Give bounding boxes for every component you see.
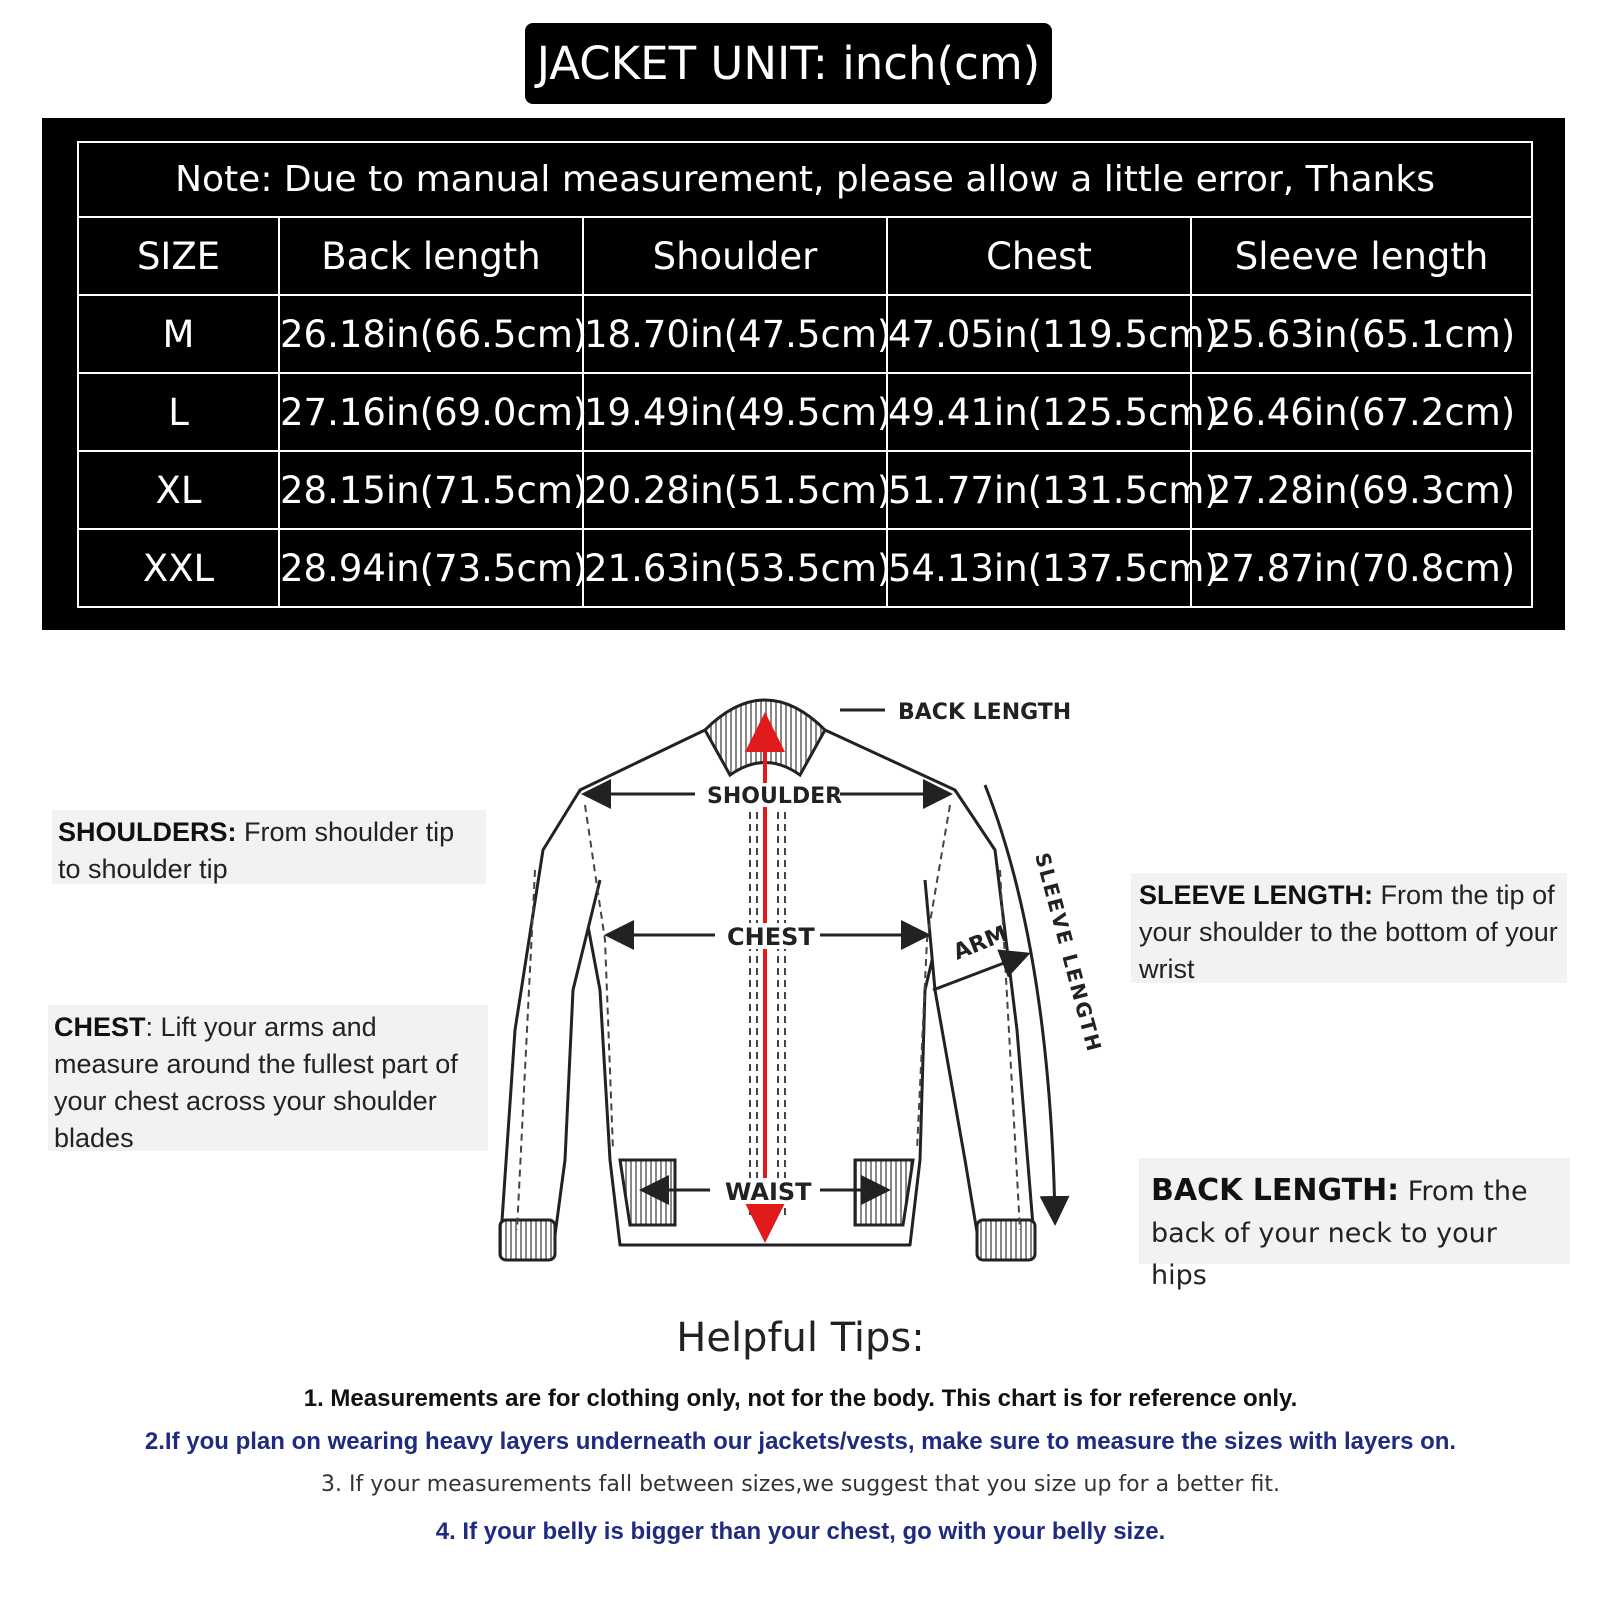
size-cell: XL [78, 451, 279, 529]
chest-cell: 47.05in(119.5cm) [887, 295, 1191, 373]
back-length-cell: 28.94in(73.5cm) [279, 529, 583, 607]
sleeve-length-cell: 27.28in(69.3cm) [1191, 451, 1532, 529]
back-length-cell: 26.18in(66.5cm) [279, 295, 583, 373]
tip-2: 2.If you plan on wearing heavy layers underneath our jackets/vests, make sure to measure the sizes with layers on. [144, 1428, 1457, 1455]
back-length-guide [1139, 1158, 1570, 1291]
table-row [78, 451, 1532, 529]
shoulders-guide [52, 810, 486, 884]
tips-title: Helpful Tips: [676, 1315, 925, 1361]
table-row [78, 529, 1532, 607]
waistband-left [620, 1160, 675, 1225]
measurement-note: Note: Due to manual measurement, please allow a little error, Thanks [78, 142, 1532, 217]
left-cuff [500, 1220, 555, 1260]
sleeve-length-term: SLEEVE LENGTH: [1139, 880, 1374, 910]
chest-guide [48, 1005, 488, 1151]
back-length-cell: 28.15in(71.5cm) [279, 451, 583, 529]
shoulder-cell: 18.70in(47.5cm) [583, 295, 887, 373]
shoulder-cell: 20.28in(51.5cm) [583, 451, 887, 529]
back-length-text: From the back of your neck to your hips [1151, 1176, 1528, 1291]
page-title: JACKET UNIT: inch(cm) [525, 23, 1052, 104]
chest-term: CHEST [54, 1012, 146, 1042]
shoulder-cell: 21.63in(53.5cm) [583, 529, 887, 607]
shoulder-label: SHOULDER [707, 784, 843, 809]
sleeve-length-guide [1131, 873, 1567, 983]
table-row [78, 373, 1532, 451]
waist-label: WAIST [725, 1178, 812, 1206]
header-shoulder: Shoulder [583, 217, 887, 295]
back-length-label: BACK LENGTH [898, 700, 1072, 725]
shoulder-cell: 19.49in(49.5cm) [583, 373, 887, 451]
arm-label: ARM [949, 921, 1012, 966]
tip-3: 3. If your measurements fall between sizes,we suggest that you size up for a better fit. [321, 1472, 1280, 1497]
tip-4: 4. If your belly is bigger than your chest, go with your belly size. [435, 1518, 1166, 1545]
size-cell: M [78, 295, 279, 373]
header-sleeve-length: Sleeve length [1191, 217, 1532, 295]
waistband-right [855, 1160, 913, 1225]
sleeve-length-text: From the tip of your shoulder to the bottom of your wrist [1139, 880, 1558, 984]
sleeve-length-label: SLEEVE LENGTH [1030, 850, 1107, 1056]
header-back-length: Back length [279, 217, 583, 295]
chest-label: CHEST [727, 923, 815, 951]
header-chest: Chest [887, 217, 1191, 295]
shoulders-text: From shoulder tip to shoulder tip [58, 817, 455, 884]
back-length-term: BACK LENGTH: [1151, 1173, 1400, 1208]
size-cell: L [78, 373, 279, 451]
tip-1: 1. Measurements are for clothing only, not for the body. This chart is for reference only. [303, 1385, 1298, 1412]
size-table [77, 141, 1533, 608]
sleeve-length-cell: 27.87in(70.8cm) [1191, 529, 1532, 607]
header-size: SIZE [78, 217, 279, 295]
chest-cell: 51.77in(131.5cm) [887, 451, 1191, 529]
table-row [78, 295, 1532, 373]
sleeve-length-cell: 26.46in(67.2cm) [1191, 373, 1532, 451]
chest-text: : Lift your arms and measure around the fullest part of your chest across your shoulder blades [54, 1012, 458, 1153]
back-length-cell: 27.16in(69.0cm) [279, 373, 583, 451]
sleeve-length-cell: 25.63in(65.1cm) [1191, 295, 1532, 373]
size-chart [42, 118, 1565, 630]
shoulders-term: SHOULDERS: [58, 817, 237, 847]
chest-cell: 54.13in(137.5cm) [887, 529, 1191, 607]
jacket-diagram [495, 690, 1135, 1330]
right-cuff [977, 1220, 1035, 1260]
size-cell: XXL [78, 529, 279, 607]
chest-cell: 49.41in(125.5cm) [887, 373, 1191, 451]
